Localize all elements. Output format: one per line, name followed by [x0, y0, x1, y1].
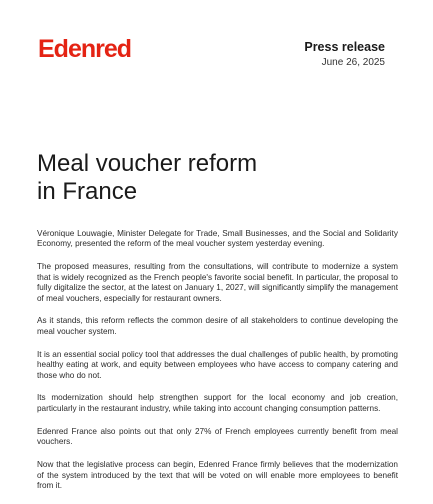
title-line-1: Meal voucher reform	[37, 150, 258, 177]
press-release-header	[304, 40, 385, 69]
page-title	[37, 150, 397, 206]
article-body	[37, 229, 398, 504]
paragraph-1: Véronique Louwagie, Minister Delegate for Trade, Small Businesses, and the Social and Solidarity Economy, presented the reform of the meal voucher system yesterday evening.	[37, 229, 398, 249]
release-date: June 26, 2025	[321, 57, 385, 68]
edenred-logo	[38, 30, 130, 70]
press-release-label: Press release	[304, 40, 385, 54]
paragraph-2: The proposed measures, resulting from the consultations, will contribute to modernize a system that is widely recognized as the French people's favorite social benefit. In particular, the proposal to fully digitalize the sector, at the latest on January 1, 2027, will significantly simplify the management of meal vouchers, especially for restaurant owners.	[37, 262, 398, 303]
paragraph-3: As it stands, this reform reflects the common desire of all stakeholders to continue developing the meal voucher system.	[37, 316, 398, 336]
paragraph-7: Now that the legislative process can begin, Edenred France firmly believes that the modernization of the system introduced by the text that will be voted on will enable more employees to benefit from it.	[37, 460, 398, 490]
paragraph-5: Its modernization should help strengthen support for the local economy and job creation, particularly in the restaurant industry, while taking into account changing consumption patterns.	[37, 393, 398, 413]
paragraph-6: Edenred France also points out that only 27% of French employees currently benefit from meal vouchers.	[37, 426, 398, 447]
paragraph-4: It is an essential social policy tool that addresses the dual challenges of public health, by promoting healthy eating at work, and equity between employees who have access to company catering and those who do not.	[37, 349, 398, 380]
logo-wordmark: Edenred	[38, 35, 132, 63]
title-line-2: in France	[37, 178, 138, 205]
